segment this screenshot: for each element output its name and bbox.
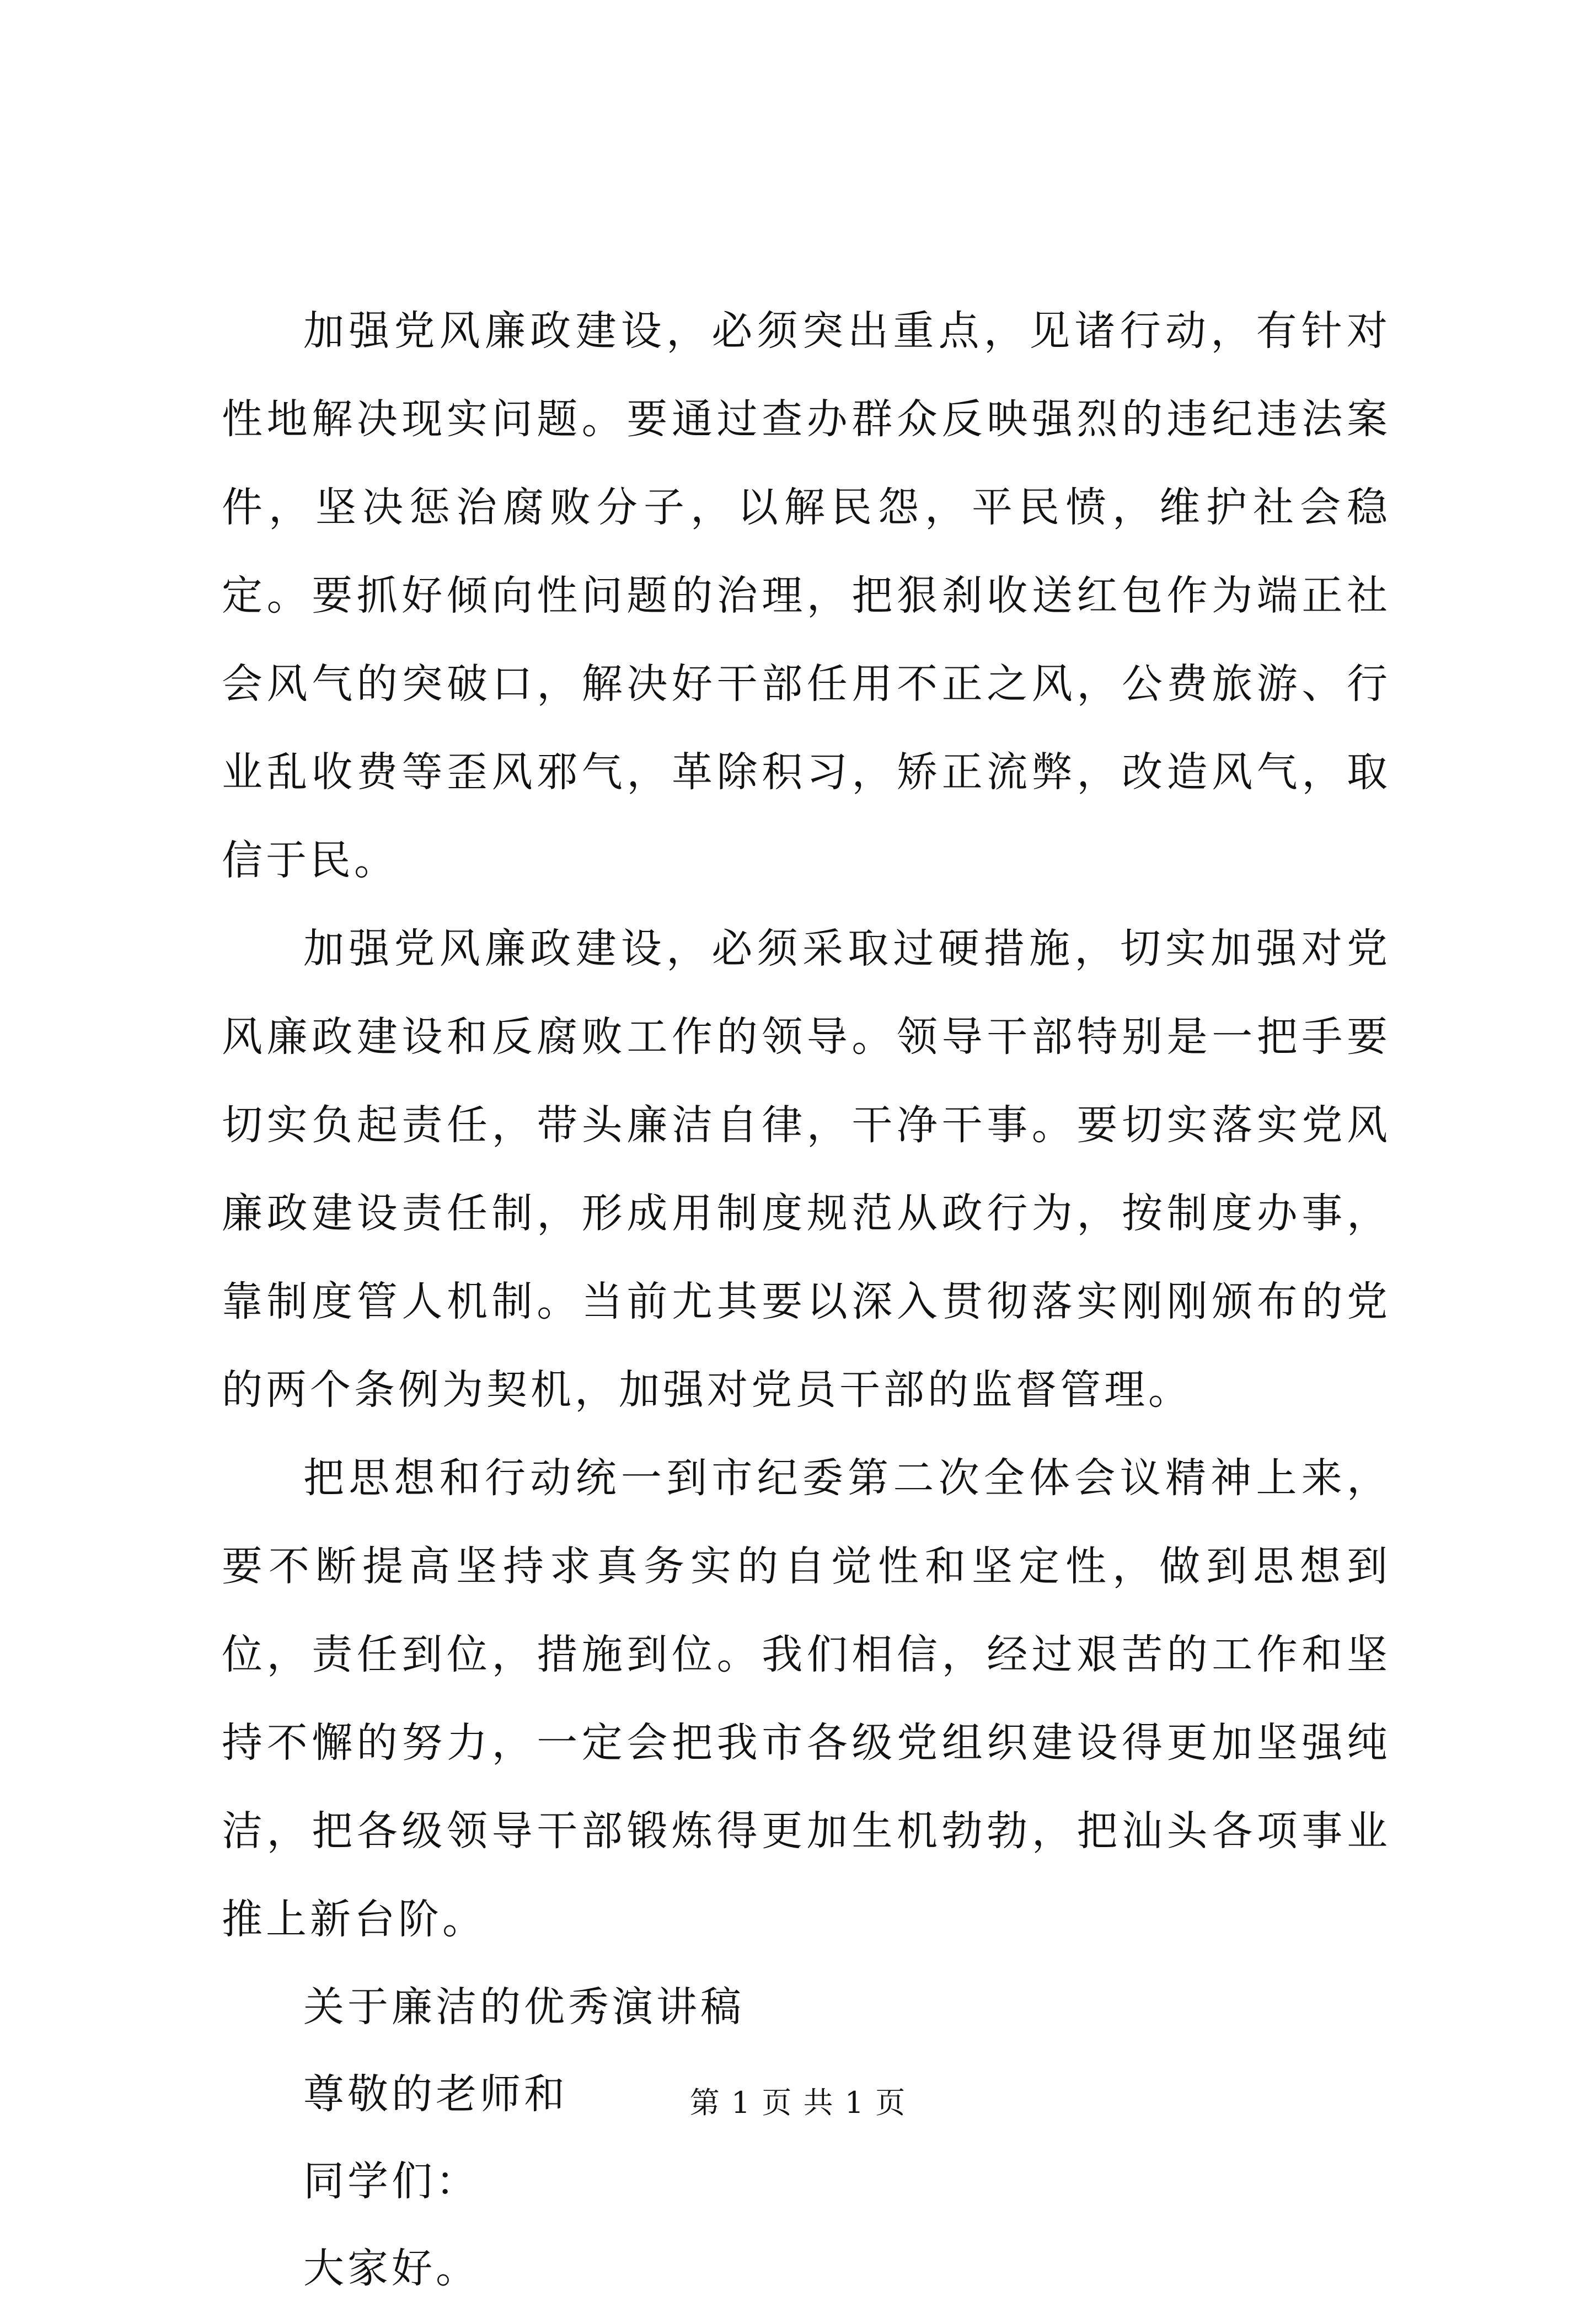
- page-number-footer: 第 1 页 共 1 页: [689, 2085, 907, 2120]
- speech-title: 关于廉洁的优秀演讲稿: [303, 1983, 745, 2031]
- salutation-line-2: 同学们：: [303, 2158, 480, 2205]
- paragraph-1: 加强党风廉政建设，必须突出重点，见诸行动，有针对性地解决现实问题。要通过查办群众反映强烈的违纪违法案件，坚决惩治腐败分子，以解民怨，平民愤，维护社会稳定。要抓好倾向性问题的治理，把狠刹收送红包作为端正社会风气的突破口，解决好干部任用不正之风，公费旅游、行业乱收费等歪风邪气，革除积习，矫正流弊，改造风气，取信于民。: [222, 307, 1391, 884]
- paragraph-3: 把思想和行动统一到市纪委第二次全体会议精神上来，要不断提高坚持求真务实的自觉性和坚定性，做到思想到位，责任到位，措施到位。我们相信，经过艰苦的工作和坚持不懈的努力，一定会把我市各级党组织建设得更加坚强纯洁，把各级领导干部锻炼得更加生机勃勃，把汕头各项事业推上新台阶。: [222, 1454, 1391, 1943]
- document-body: [222, 287, 1391, 2312]
- salutation-line-1: 尊敬的老师和: [303, 2070, 568, 2118]
- greeting-line: 大家好。: [303, 2245, 480, 2292]
- paragraph-2: 加强党风廉政建设，必须采取过硬措施，切实加强对党风廉政建设和反腐败工作的领导。领导干部特别是一把手要切实负起责任，带头廉洁自律，干净干事。要切实落实党风廉政建设责任制，形成用制度规范从政行为，按制度办事，靠制度管人机制。当前尤其要以深入贯彻落实刚刚颁布的党的两个条例为契机，加强对党员干部的监督管理。: [222, 925, 1391, 1414]
